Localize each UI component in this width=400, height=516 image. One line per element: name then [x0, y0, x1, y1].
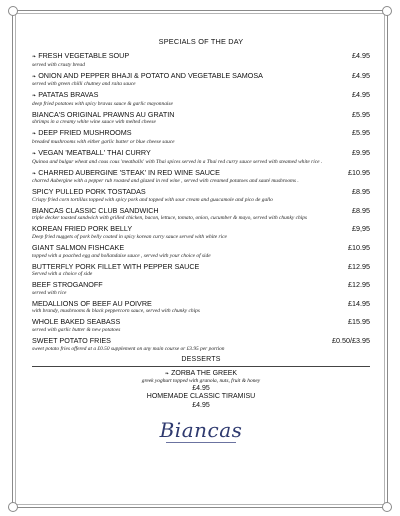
menu-item-row [32, 169, 370, 179]
corner-ornament [8, 502, 18, 512]
dessert-description: greek yoghurt topped with granola, nuts, fruit & honey [141, 377, 261, 384]
dessert-item [32, 370, 370, 394]
menu-item-description: shrimps in a creamy white wine sauce with melted cheese [32, 119, 156, 126]
menu-item-title: ONION AND PEPPER BHAJI & POTATO AND VEGETABLE SAMOSA [38, 70, 263, 80]
menu-item [32, 129, 370, 146]
menu-item-description: breaded mushrooms with either garlic butter or blue cheese sauce [32, 138, 175, 145]
menu-item [32, 111, 370, 127]
menu-item-name [32, 225, 132, 234]
menu-item [32, 337, 370, 353]
menu-item-price: £12.95 [348, 280, 370, 290]
menu-item [32, 149, 370, 166]
leaf-icon: ❧ [32, 170, 37, 177]
menu-item-row [32, 300, 370, 309]
menu-item [32, 72, 370, 89]
leaf-icon: ❧ [32, 73, 37, 80]
leaf-icon: ❧ [164, 370, 170, 377]
dessert-name-line [32, 393, 370, 401]
menu-item-row [32, 337, 370, 346]
logo-underline [166, 442, 236, 443]
dessert-name-line [32, 370, 370, 378]
menu-item-title: PATATAS BRAVAS [38, 90, 99, 100]
menu-item-row [32, 281, 370, 290]
menu-item-description: deep fried potatoes with spicy bravas sauce & garlic mayonnaise [32, 100, 173, 107]
corner-ornament [382, 6, 392, 16]
dessert-price: £4.95 [192, 401, 210, 409]
menu-item-title: MEDALLIONS OF BEEF AU POIVRE [32, 298, 152, 308]
menu-item [32, 225, 370, 241]
menu-item-description: with brandy, mushrooms & black peppercorn sauce, served with chunky chips [32, 308, 200, 315]
leaf-icon: ❧ [32, 131, 37, 138]
biancas-logo: Biancas [159, 417, 243, 442]
menu-item-row [32, 111, 370, 120]
menu-item [32, 281, 370, 297]
menu-item-title: DEEP FRIED MUSHROOMS [38, 128, 132, 138]
dessert-item [32, 393, 370, 410]
menu-item-title: KOREAN FRIED PORK BELLY [32, 224, 133, 234]
menu-item-price: £14.95 [348, 298, 370, 308]
menu-content [32, 37, 370, 443]
menu-item-price: £4.95 [352, 51, 370, 60]
menu-item-price: £10.95 [348, 242, 370, 252]
menu-item-price: £15.95 [348, 317, 370, 327]
menu-item-name [32, 111, 174, 120]
menu-items-list [32, 52, 370, 352]
desserts-list [32, 370, 370, 410]
menu-item-row [32, 207, 370, 216]
menu-item-name [32, 318, 120, 327]
menu-item-price: £8.95 [352, 187, 370, 197]
menu-item [32, 91, 370, 108]
menu-item-title: GIANT SALMON FISHCAKE [32, 242, 125, 252]
menu-item [32, 300, 370, 316]
leaf-icon: ❧ [32, 150, 37, 157]
menu-item-price: £8.95 [352, 205, 370, 215]
menu-item-title: BUTTERFLY PORK FILLET WITH PEPPER SAUCE [32, 261, 200, 271]
menu-item-row [32, 263, 370, 272]
menu-item-description: served with crusty bread [32, 61, 85, 68]
menu-item-name [32, 91, 98, 101]
menu-item-price: £0.50/£3.95 [332, 335, 370, 345]
menu-item-name [32, 281, 103, 290]
menu-item-description: charred Aubergine with a pepper rub roasted and glazed in red wine , served with creamed potatoes and sauté mushrooms . [32, 178, 299, 185]
dessert-title: ZORBA THE GREEK [171, 369, 238, 377]
menu-item-description: Served with a choice of side [32, 271, 93, 278]
menu-item [32, 244, 370, 260]
menu-item-name [32, 188, 146, 197]
menu-item-description: Deep fried nuggets of pork belly coated in spicy korean curry sauce served with white rice [32, 233, 227, 240]
menu-item-title: VEGAN 'MEATBALL' THAI CURRY [38, 147, 151, 157]
menu-item-row [32, 129, 370, 139]
menu-item [32, 318, 370, 334]
menu-item-name [32, 169, 220, 179]
menu-item-description: served with garlic butter & new potatoes [32, 326, 121, 333]
menu-item-row [32, 72, 370, 82]
menu-item-title: WHOLE BAKED SEABASS [32, 317, 121, 327]
menu-item-name [32, 300, 152, 309]
menu-item-row [32, 149, 370, 159]
leaf-icon: ❧ [32, 54, 37, 60]
menu-item-name [32, 337, 111, 346]
menu-item-row [32, 318, 370, 327]
menu-item-name [32, 52, 129, 62]
menu-item-price: £10.95 [348, 167, 370, 177]
menu-item-price: £9.95 [352, 147, 370, 157]
dessert-price: £4.95 [192, 384, 210, 392]
menu-item [32, 188, 370, 204]
desserts-divider [32, 366, 370, 367]
menu-item-price: £12.95 [348, 261, 370, 271]
menu-item-description: served with rice [32, 289, 67, 296]
menu-item-description: triple decker toasted sandwich with grilled chicken, bacon, lettuce, tomato, onion, cucumber & mayo, served with chunky chips [32, 215, 308, 222]
corner-ornament [8, 6, 18, 16]
dessert-title: HOMEMADE CLASSIC TIRAMISU [146, 393, 256, 401]
menu-item-row [32, 52, 370, 62]
leaf-icon: ❧ [32, 93, 37, 100]
menu-item [32, 207, 370, 223]
menu-item-description: Quinoa and bulgur wheat and cous cous 'meatballs' with Thai spices served in a Thai red curry sauce served with steamed white rice . [32, 158, 323, 165]
specials-heading: SPECIALS OF THE DAY [158, 37, 244, 46]
menu-item-name [32, 72, 263, 82]
menu-item-description: Crispy fried corn tortillas topped with spicy pork and topped with sour cream and guacamole and pico de gallo [32, 196, 273, 203]
menu-item-row [32, 225, 370, 234]
menu-item-title: CHARRED AUBERGINE 'STEAK' IN RED WINE SAUCE [38, 167, 220, 177]
menu-item-description: sweet potato fries offered at a £0.50 supplement on any main course or £3.95 per portion [32, 345, 225, 352]
menu-item-price: £9,95 [352, 224, 370, 234]
menu-item [32, 263, 370, 279]
menu-item-price: £4.95 [352, 90, 370, 100]
menu-item-row [32, 188, 370, 197]
menu-item-name [32, 263, 199, 272]
menu-item-description: topped with a poached egg and hollandaise sauce , served with your choice of side [32, 252, 211, 259]
desserts-heading: DESSERTS [181, 355, 221, 363]
menu-item-description: served with green chilli chutney and raita sauce [32, 81, 136, 88]
menu-item-row [32, 91, 370, 101]
menu-item [32, 169, 370, 186]
corner-ornament [382, 502, 392, 512]
menu-item-price: £5.95 [352, 109, 370, 119]
menu-item-title: BIANCAS CLASSIC CLUB SANDWICH [32, 205, 159, 215]
menu-item-title: BEEF STROGANOFF [32, 280, 103, 290]
menu-item-title: BIANCA'S ORIGINAL PRAWNS AU GRATIN [32, 109, 175, 119]
menu-item-price: £5.95 [352, 128, 370, 138]
menu-item [32, 52, 370, 69]
menu-item-title: SPICY PULLED PORK TOSTADAS [32, 187, 146, 197]
menu-item-name [32, 149, 151, 159]
menu-item-title: SWEET POTATO FRIES [32, 335, 111, 345]
menu-item-name [32, 244, 124, 253]
menu-item-title: FRESH VEGETABLE SOUP [38, 51, 130, 60]
menu-item-name [32, 207, 159, 216]
menu-item-price: £4.95 [352, 70, 370, 80]
menu-item-name [32, 129, 132, 139]
menu-item-row [32, 244, 370, 253]
